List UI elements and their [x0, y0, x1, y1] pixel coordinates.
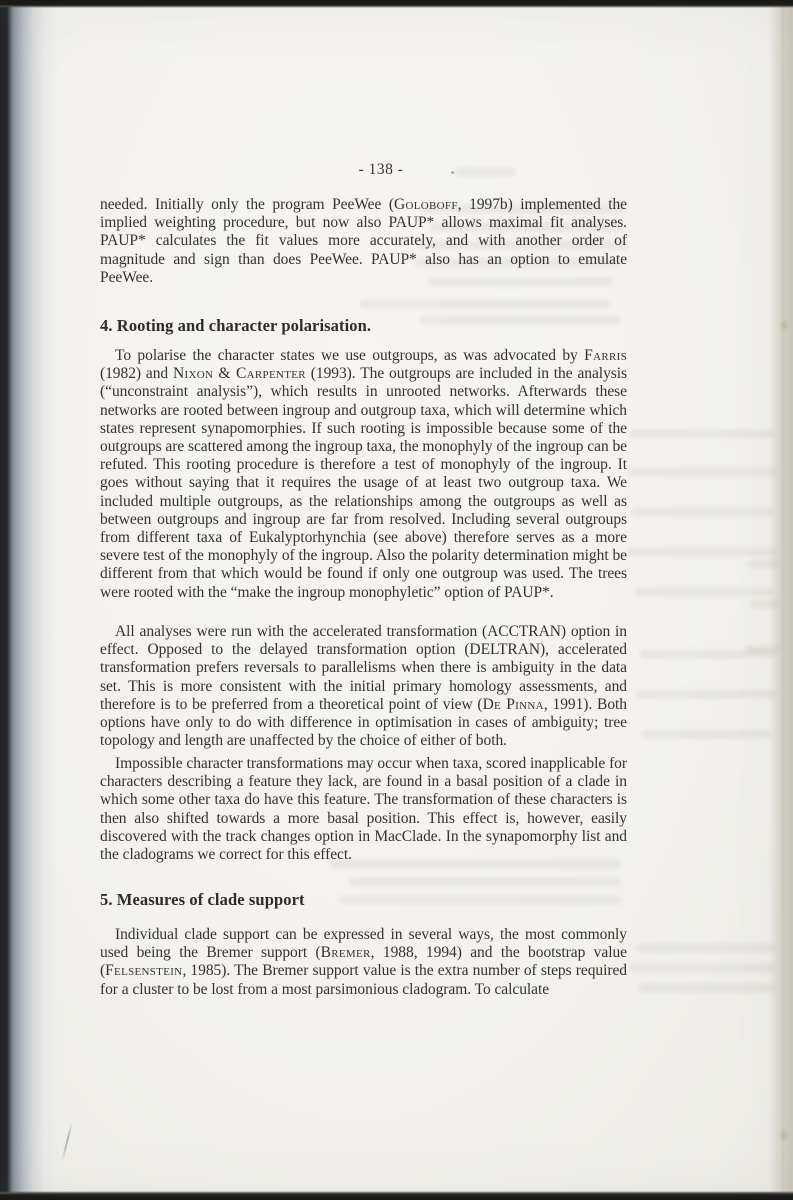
book-gutter-shadow [0, 0, 58, 1200]
author-citation: De Pinna [482, 695, 544, 713]
author-citation: Felsenstein [105, 962, 183, 980]
paper-stain [781, 1130, 787, 1140]
author-citation: Goloboff [394, 196, 458, 213]
body-paragraph [100, 755, 627, 864]
text-run: To polarise the character states we use outgroups, as was advocated by [115, 347, 585, 364]
text-column [100, 0, 627, 1200]
text-run: , 1985). The Bremer support value is the extra number of steps required for a cluster to be lost from a most parsimonious cladogram. To calculate [100, 962, 627, 998]
text-run: (1982) and [100, 365, 174, 383]
page-right-edge [769, 0, 793, 1200]
author-citation: Farris [584, 347, 627, 364]
section-heading: 5. Measures of clade support [100, 890, 305, 909]
text-run: needed. Initially only the program PeeWee ( [100, 196, 395, 213]
text-run: (1993). The outgroups are included in the analysis (“unconstraint analysis”), which results in unrooted networks. Afterwards these networks are rooted between ingroup and outgroup taxa, which will determine which states represent synapomorphies. If such rooting is impossible because some of the outgroups are scattered among the ingroup taxa, the monophyly of the ingroup can be refuted. This rooting procedure is therefore a test of monophyly of the ingroup. It goes without saying that it requires the usage of at least two outgroup taxa. We included multiple outgroups, as the relationships among the outgroups as well as between outgroups and ingroup are far from resolved. Including several outgroups from different taxa of Eukalyptorhynchia (see above) therefore serves as a more severe test of the monophyly of the ingroup. Also the polarity determination might be different from that which would be found if only one outgroup was used. The trees were rooted with the “make the ingroup monophyletic” option of PAUP*. [100, 365, 628, 601]
body-paragraph [100, 196, 627, 287]
text-run: All analyses were run with the accelerated transformation (ACCTRAN) option in effect. Opposed to the delayed transformation option (DELTRAN), accelerated transformation prefers reversals to parallelisms when there is ambiguity in the data set. This is more consistent with the initial primary homology assessments, and therefore is to be preferred from a theoretical point of view ( [100, 623, 627, 713]
body-paragraph [100, 926, 627, 999]
text-run: , 1988, 1994) and the bootstrap value ( [100, 944, 627, 980]
author-citation: Bremer [320, 944, 371, 962]
text-run: Individual clade support can be expressed in several ways, the most commonly used being the Bremer support ( [100, 926, 627, 962]
body-paragraph [100, 347, 627, 602]
page-number: - 138 - [358, 161, 404, 178]
paper-stain [781, 320, 787, 330]
page-right-edge-streak [782, 0, 784, 1200]
text-run: Impossible character transformations may occur when taxa, scored inapplicable for characters describing a feature they lack, are found in a basal position of a clade in which some other taxa do have this feature. The transformation of these characters is then also shifted towards a more basal position. This effect is, however, easily discovered with the track changes option in MacClade. In the synapomorphy list and the cladograms we correct for this effect. [100, 755, 627, 864]
author-citation: Nixon & Carpenter [173, 365, 306, 383]
section-heading: 4. Rooting and character polarisation. [100, 316, 372, 335]
body-paragraph [100, 623, 627, 750]
text-run: , 1997b) implemented the implied weighting procedure, but now also PAUP* allows maximal fit analyses. PAUP* calculates the fit values more accurately, and with another order of magnitude and sign than does PeeWee. PAUP* also has an option to emulate PeeWee. [100, 196, 627, 286]
text-run: , 1991). Both options have only to do with difference in optimisation in cases of ambiguity; tree topology and length are unaffected by the choice of either of both. [100, 695, 627, 750]
